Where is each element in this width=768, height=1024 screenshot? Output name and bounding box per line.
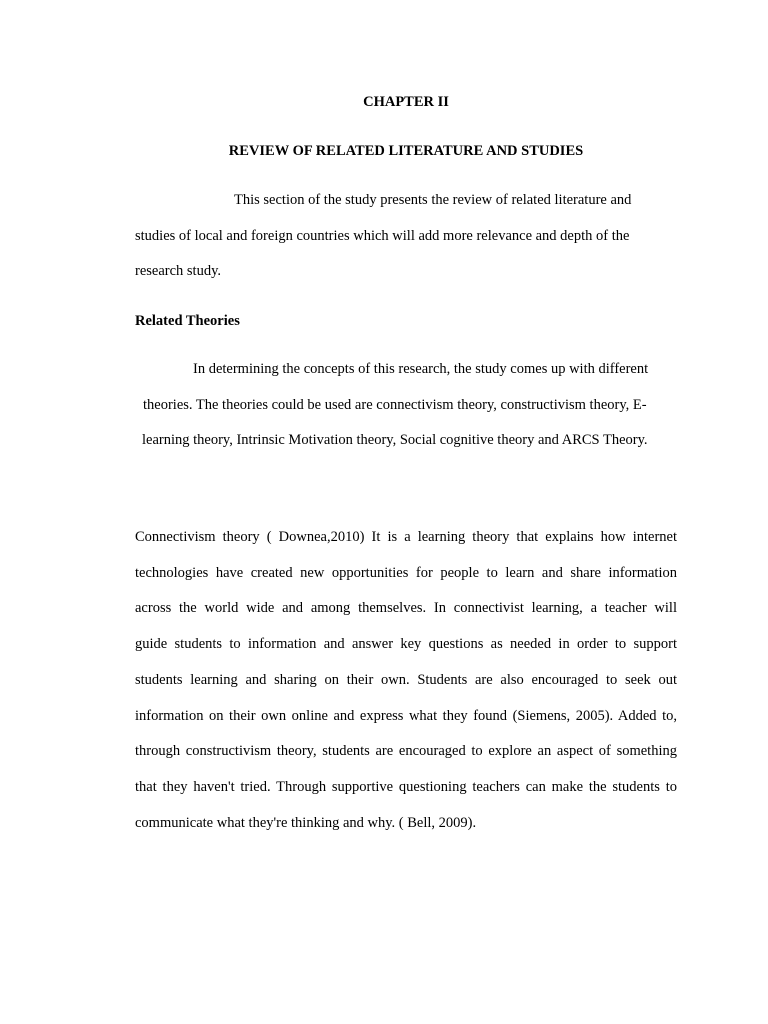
- connectivism-line: technologies have created new opportunities for people to learn and share information: [135, 565, 677, 581]
- intro-line: studies of local and foreign countries which will add more relevance and depth of the: [135, 228, 630, 244]
- connectivism-line: Connectivism theory ( Downea,2010) It is a learning theory that explains how internet: [135, 529, 677, 545]
- connectivism-line: that they haven't tried. Through supportive questioning teachers can make the students to: [135, 779, 677, 795]
- connectivism-line: guide students to information and answer key questions as needed in order to support: [135, 636, 677, 652]
- intro-line: research study.: [135, 263, 222, 279]
- connectivism-line: across the world wide and among themselves. In connectivist learning, a teacher will: [135, 600, 677, 616]
- theories-line: theories. The theories could be used are connectivism theory, constructivism theory, E-: [143, 397, 647, 413]
- connectivism-line: communicate what they're thinking and why. ( Bell, 2009).: [135, 815, 477, 831]
- section-heading: Related Theories: [135, 313, 240, 329]
- theories-line: learning theory, Intrinsic Motivation theory, Social cognitive theory and ARCS Theory.: [142, 432, 648, 448]
- chapter-heading: CHAPTER II: [363, 94, 449, 110]
- connectivism-line: through constructivism theory, students are encouraged to explore an aspect of something: [135, 743, 677, 759]
- intro-line: This section of the study presents the review of related literature and: [234, 192, 632, 208]
- connectivism-line: information on their own online and express what they found (Siemens, 2005). Added to,: [135, 708, 677, 724]
- chapter-title: REVIEW OF RELATED LITERATURE AND STUDIES: [228, 143, 584, 159]
- connectivism-line: students learning and sharing on their own. Students are also encouraged to seek out: [135, 672, 677, 688]
- theories-line: In determining the concepts of this research, the study comes up with different: [193, 361, 649, 377]
